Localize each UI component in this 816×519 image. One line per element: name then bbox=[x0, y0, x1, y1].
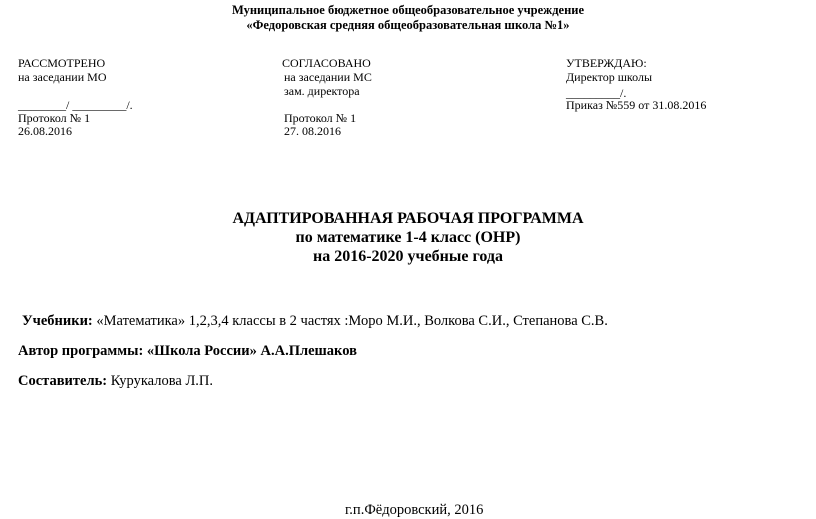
approval-reviewed-title: РАССМОТРЕНО bbox=[18, 56, 106, 70]
approval-reviewed-meeting: на заседании МО bbox=[18, 70, 107, 84]
program-title: АДАПТИРОВАННАЯ РАБОЧАЯ ПРОГРАММА bbox=[232, 210, 584, 227]
approval-agreed-title: СОГЛАСОВАНО bbox=[282, 56, 371, 70]
approval-reviewed-signature: ________/ _________/. bbox=[18, 98, 133, 112]
institution-name: Муниципальное бюджетное общеобразовательное учреждение bbox=[231, 3, 585, 17]
approval-reviewed-date: 26.08.2016 bbox=[18, 124, 72, 138]
approval-agreed-date: 27. 08.2016 bbox=[284, 124, 341, 138]
program-years: на 2016-2020 учебные года bbox=[313, 248, 503, 265]
compiler-line bbox=[18, 373, 213, 390]
compiler-label: Составитель: bbox=[18, 373, 108, 389]
compiler-value: Курукалова Л.П. bbox=[107, 373, 214, 389]
textbooks-label: Учебники: bbox=[22, 313, 93, 329]
approval-approved-signature: _________/. bbox=[566, 86, 627, 100]
approval-agreed-protocol: Протокол № 1 bbox=[284, 111, 357, 125]
program-subject: по математике 1-4 класс (ОНР) bbox=[295, 229, 521, 246]
approval-reviewed-protocol: Протокол № 1 bbox=[18, 111, 91, 125]
approval-agreed-meeting: на заседании МС bbox=[284, 70, 372, 84]
textbooks-value: «Математика» 1,2,3,4 классы в 2 частях :Моро М.И., Волкова С.И., Степанова С.В. bbox=[92, 313, 608, 329]
approval-agreed-deputy: зам. директора bbox=[284, 84, 360, 98]
place-year: г.п.Фёдоровский, 2016 bbox=[345, 502, 484, 518]
textbooks-line bbox=[22, 313, 608, 330]
author-line: Автор программы: «Школа России» А.А.Плешаков bbox=[18, 343, 357, 359]
approval-approved-director: Директор школы bbox=[566, 70, 653, 84]
approval-approved-title: УТВЕРЖДАЮ: bbox=[566, 56, 647, 70]
school-name: «Федоровская средняя общеобразовательная школа №1» bbox=[246, 18, 570, 32]
approval-approved-order: Приказ №559 от 31.08.2016 bbox=[566, 98, 707, 112]
